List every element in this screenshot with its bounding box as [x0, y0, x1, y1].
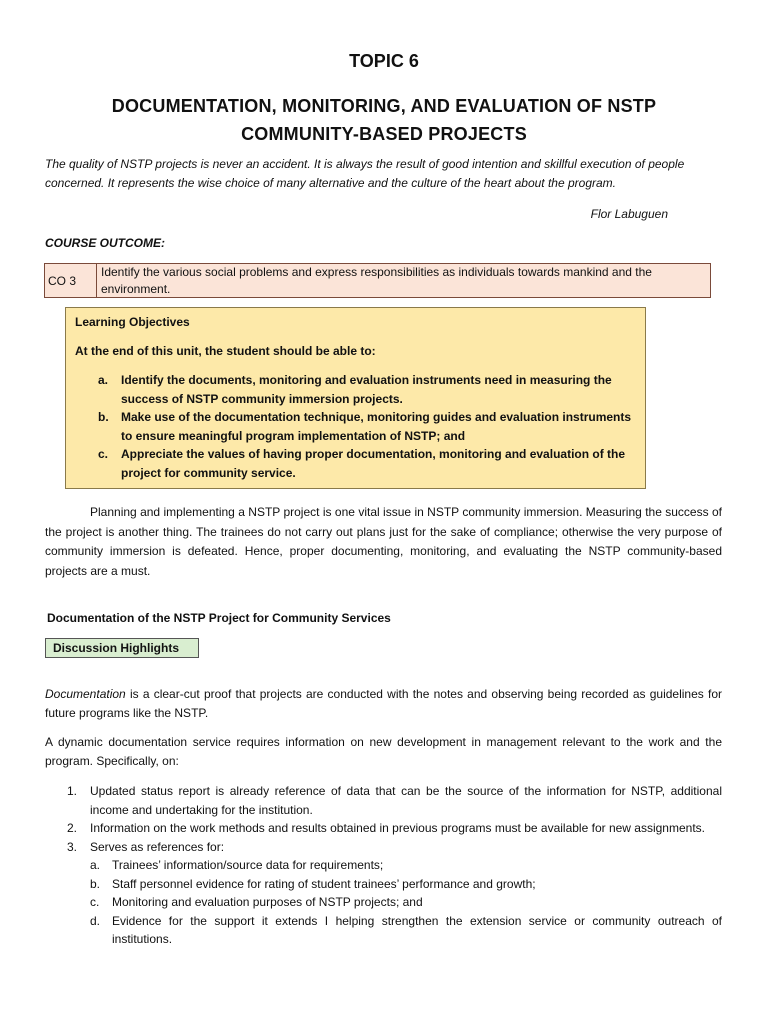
objective-item — [75, 371, 636, 408]
epigraph-quote: The quality of NSTP projects is never an accident. It is always the result of good intention and skillful execution of people concerned. It represents the wise choice of many alternative and the culture of the heart about the program. — [45, 157, 685, 190]
dynamic-documentation-paragraph: A dynamic documentation service requires information on new development in management relevant to the work and the program. Specifically, on: — [45, 735, 722, 768]
course-outcome-code: CO 3 — [45, 264, 97, 297]
learning-objectives-box — [65, 307, 646, 489]
numbered-marker: 3. — [67, 839, 78, 854]
discussion-highlights-label: Discussion Highlights — [45, 638, 199, 658]
course-outcome-label: COURSE OUTCOME: — [45, 236, 165, 250]
sub-list-item — [90, 875, 722, 894]
sub-list-marker: c. — [90, 895, 100, 909]
sub-list-marker: d. — [90, 913, 101, 928]
quote-author: Flor Labuguen — [590, 207, 668, 221]
learning-objectives-title: Learning Objectives — [75, 315, 190, 329]
objective-marker: b. — [98, 410, 109, 424]
objective-marker: c. — [98, 447, 109, 461]
numbered-item — [45, 819, 722, 838]
sub-list-item — [90, 912, 722, 949]
documentation-term: Documentation — [45, 687, 126, 701]
learning-objectives-list — [75, 371, 636, 482]
documentation-definition-text: is a clear-cut proof that projects are conducted with the notes and observing being recorded as guidelines for future programs like the NSTP. — [45, 687, 722, 720]
numbered-item — [45, 782, 722, 819]
objective-text: Appreciate the values of having proper documentation, monitoring and evaluation of the project for community service. — [121, 447, 626, 480]
sub-list-item — [90, 856, 722, 875]
references-sub-list — [90, 856, 722, 949]
course-outcome-table — [44, 263, 711, 298]
course-outcome-text: Identify the various social problems and express responsibilities as individuals towards mankind and the environment. — [101, 265, 652, 296]
numbered-text: Updated status report is already reference of data that can be the source of the information for NSTP, additional income and undertaking for the institution. — [90, 784, 722, 817]
objective-text: Make use of the documentation technique, monitoring guides and evaluation instruments to ensure meaningful program implementation of NSTP; and — [121, 410, 632, 443]
intro-paragraph — [45, 503, 722, 581]
intro-paragraph-text: Planning and implementing a NSTP project is one vital issue in NSTP community immersion. Measuring the success of the project is another thing. The trainees do not carry out plans just for the sake of compliance; otherwise the very purpose of community immersion is defeated. Hence, proper documenting, monitoring, and evaluating the NSTP community-based projects are a must. — [45, 505, 722, 578]
objective-text: Identify the documents, monitoring and evaluation instruments need in measuring the success of NSTP community immersion projects. — [121, 373, 612, 406]
topic-heading: TOPIC 6 — [349, 51, 419, 71]
sub-list-marker: b. — [90, 876, 101, 891]
numbered-text: Serves as references for: — [90, 839, 225, 854]
numbered-text: Information on the work methods and results obtained in previous programs must be available for new assignments. — [90, 821, 705, 835]
learning-objectives-intro: At the end of this unit, the student should be able to: — [75, 344, 376, 358]
documentation-definition — [45, 685, 722, 723]
numbered-item — [45, 838, 722, 949]
sub-list-text: Evidence for the support it extends I helping strengthen the extension service or community outreach of institutions. — [112, 913, 722, 946]
objective-item — [75, 445, 636, 482]
title-line-2: COMMUNITY-BASED PROJECTS — [241, 124, 527, 144]
numbered-marker: 1. — [67, 784, 78, 798]
sub-list-text: Monitoring and evaluation purposes of NSTP projects; and — [112, 895, 423, 909]
sub-list-item — [90, 893, 722, 912]
sub-list-text: Staff personnel evidence for rating of student trainees’ performance and growth; — [112, 876, 536, 891]
section-heading: Documentation of the NSTP Project for Community Services — [47, 611, 391, 625]
title-line-1: DOCUMENTATION, MONITORING, AND EVALUATION OF NSTP — [111, 96, 657, 116]
objective-item — [75, 408, 636, 445]
sub-list-marker: a. — [90, 858, 101, 872]
document-title — [40, 92, 728, 148]
numbered-list — [45, 782, 722, 949]
sub-list-text: Trainees’ information/source data for requirements; — [112, 858, 384, 872]
numbered-marker: 2. — [67, 821, 78, 835]
objective-marker: a. — [98, 373, 109, 387]
